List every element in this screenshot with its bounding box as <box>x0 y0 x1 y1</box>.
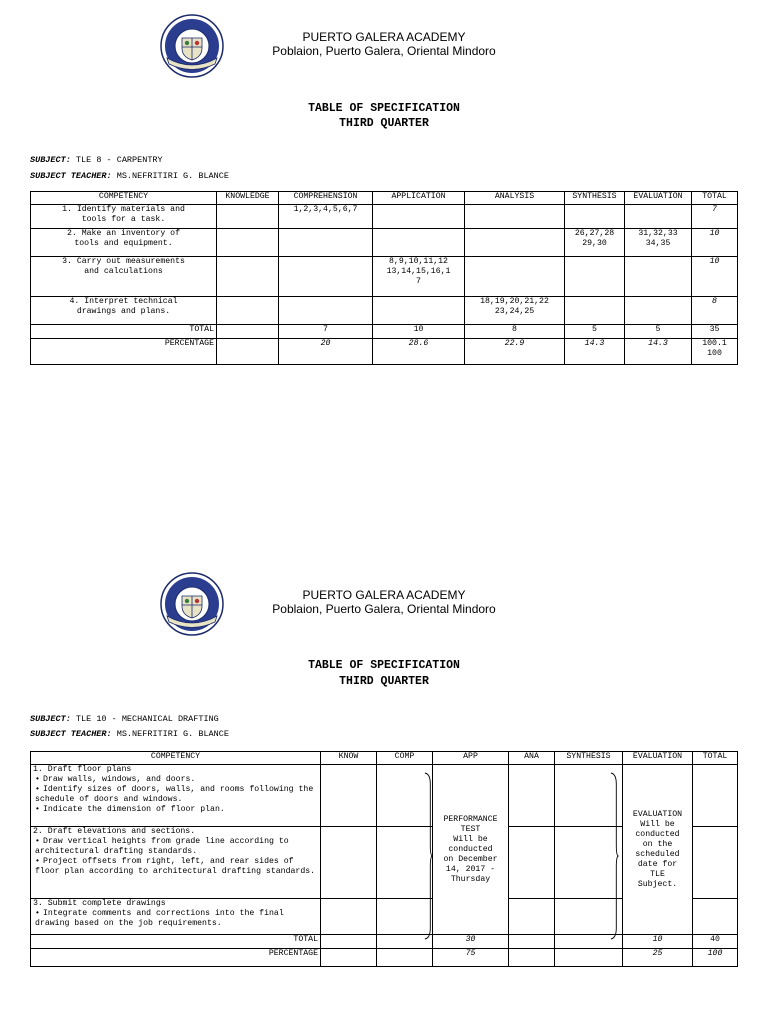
list-item <box>33 909 318 929</box>
bullet-icon: • <box>35 837 40 846</box>
school-address: Poblaion, Puerto Galera, Oriental Mindoro <box>272 44 496 58</box>
application-cell <box>373 297 465 325</box>
total-label: TOTAL <box>31 935 321 949</box>
comprehension-cell: 1,2,3,4,5,6,7 <box>279 205 373 229</box>
subject-label: SUBJECT: <box>30 714 71 724</box>
evaluation-cell <box>625 257 692 297</box>
application-cell <box>373 205 465 229</box>
header-app: APP <box>433 752 509 765</box>
header-synthesis: SYNTHESIS <box>565 192 625 205</box>
list-item-text: Indicate the dimension of floor plan. <box>43 805 225 814</box>
total-total-row-cell: 35 <box>692 325 738 339</box>
synthesis-cell <box>555 949 623 967</box>
analysis-cell <box>465 257 565 297</box>
competency-cell: 3. Carry out measurements and calculations <box>31 257 217 297</box>
comprehension-cell <box>279 229 373 257</box>
header-knowledge: KNOWLEDGE <box>217 192 279 205</box>
know-cell <box>321 899 377 935</box>
header-synthesis: SYNTHESIS <box>555 752 623 765</box>
doc-title: TABLE OF SPECIFICATION <box>308 102 460 115</box>
list-item-text: Draw vertical heights from grade line according to architectural drafting standards. <box>35 837 289 856</box>
total-row <box>31 935 738 949</box>
total-cell: 7 <box>692 205 738 229</box>
grand-total: 40 <box>693 935 738 949</box>
evaluation-total: 10 <box>623 935 693 949</box>
teacher-line <box>30 171 229 181</box>
total-percentage-row-cell: 100.1 100 <box>692 339 738 365</box>
competency-heading: 1. Draft floor plans <box>33 765 132 774</box>
evaluation-cell: 31,32,33 34,35 <box>625 229 692 257</box>
eval-note-cell: EVALUATION Will be conducted on the scheduled date for TLE Subject. <box>623 765 693 935</box>
list-item-text: Integrate comments and corrections into the final drawing based on the job requirements. <box>35 909 284 928</box>
know-cell <box>321 765 377 827</box>
evaluation-cell <box>625 297 692 325</box>
synthesis-cell <box>565 297 625 325</box>
competency-cell <box>31 899 321 935</box>
school-name: PUERTO GALERA ACADEMY <box>302 30 466 44</box>
ana-cell <box>509 949 555 967</box>
total-cell: 10 <box>692 257 738 297</box>
list-item-text: Identify sizes of doors, walls, and rooms following the schedule of doors and windows. <box>35 785 314 804</box>
right-brace-icon <box>424 772 433 940</box>
analysis-percentage-row-cell: 22.9 <box>465 339 565 365</box>
application-total-row-cell: 10 <box>373 325 465 339</box>
teacher-value: MS.NEFRITIRI G. BLANCE <box>116 729 229 739</box>
specification-table <box>30 191 738 365</box>
bullet-icon: • <box>35 785 40 794</box>
percentage-row-label: PERCENTAGE <box>31 339 217 365</box>
knowledge-total-row-cell <box>217 325 279 339</box>
subject-line <box>30 714 219 724</box>
subject-value: TLE 8 - CARPENTRY <box>75 155 163 165</box>
header-comp: COMP <box>377 752 433 765</box>
evaluation-percentage: 25 <box>623 949 693 967</box>
doc-subtitle: THIRD QUARTER <box>339 117 429 130</box>
evaluation-cell <box>625 205 692 229</box>
school-name: PUERTO GALERA ACADEMY <box>302 588 466 602</box>
synthesis-cell <box>565 205 625 229</box>
ana-cell <box>509 765 555 827</box>
competency-cell <box>31 827 321 899</box>
competency-heading: 3. Submit complete drawings <box>33 899 166 908</box>
ana-cell <box>509 899 555 935</box>
list-item-text: Project offsets from right, left, and rear sides of floor plan according to architectural drafting standards. <box>35 857 316 876</box>
comprehension-total-row-cell: 7 <box>279 325 373 339</box>
total-cell <box>693 899 738 935</box>
competency-cell <box>31 765 321 827</box>
specification-table <box>30 751 738 967</box>
total-row <box>31 325 738 339</box>
competency-cell: 2. Make an inventory of tools and equipment. <box>31 229 217 257</box>
table-row <box>31 297 738 325</box>
list-item <box>33 837 318 857</box>
header-ana: ANA <box>509 752 555 765</box>
subject-label: SUBJECT: <box>30 155 71 165</box>
total-percentage: 100 <box>693 949 738 967</box>
total-cell <box>693 765 738 827</box>
synthesis-total-row-cell: 5 <box>565 325 625 339</box>
percentage-row <box>31 339 738 365</box>
total-row-label: TOTAL <box>31 325 217 339</box>
table-row <box>31 229 738 257</box>
know-cell <box>321 935 377 949</box>
synthesis-cell <box>565 257 625 297</box>
subject-line <box>30 155 163 165</box>
bullet-icon: • <box>35 775 40 784</box>
header-total: TOTAL <box>693 752 738 765</box>
ana-cell <box>509 827 555 899</box>
doc-subtitle: THIRD QUARTER <box>339 675 429 688</box>
ana-cell <box>509 935 555 949</box>
table-row <box>31 257 738 297</box>
header-total: TOTAL <box>692 192 738 205</box>
comprehension-percentage-row-cell: 20 <box>279 339 373 365</box>
header-comprehension: COMPREHENSION <box>279 192 373 205</box>
teacher-value: MS.NEFRITIRI G. BLANCE <box>116 171 229 181</box>
bullet-icon: • <box>35 805 40 814</box>
subject-value: TLE 10 - MECHANICAL DRAFTING <box>75 714 219 724</box>
header-evaluation: EVALUATION <box>625 192 692 205</box>
analysis-cell: 18,19,20,21,22 23,24,25 <box>465 297 565 325</box>
header-evaluation: EVALUATION <box>623 752 693 765</box>
bullet-icon: • <box>35 857 40 866</box>
analysis-cell <box>465 229 565 257</box>
synthesis-cell: 26,27,28 29,30 <box>565 229 625 257</box>
total-cell <box>693 827 738 899</box>
evaluation-total-row-cell: 5 <box>625 325 692 339</box>
knowledge-cell <box>217 205 279 229</box>
evaluation-percentage-row-cell: 14.3 <box>625 339 692 365</box>
teacher-label: SUBJECT TEACHER: <box>30 729 112 739</box>
document-page-2 <box>0 520 768 1024</box>
list-item <box>33 785 318 805</box>
competency-heading: 2. Draft elevations and sections. <box>33 827 196 836</box>
knowledge-percentage-row-cell <box>217 339 279 365</box>
table-header-row <box>31 752 738 765</box>
application-cell <box>373 229 465 257</box>
app-percentage: 75 <box>433 949 509 967</box>
comp-cell <box>377 949 433 967</box>
right-brace-icon <box>610 772 619 940</box>
teacher-line <box>30 729 229 739</box>
knowledge-cell <box>217 297 279 325</box>
know-cell <box>321 827 377 899</box>
table-row <box>31 765 738 827</box>
analysis-cell <box>465 205 565 229</box>
synthesis-percentage-row-cell: 14.3 <box>565 339 625 365</box>
app-note-cell: PERFORMANCE TEST Will be conducted on December 14, 2017 - Thursday <box>433 765 509 935</box>
school-address: Poblaion, Puerto Galera, Oriental Mindoro <box>272 602 496 616</box>
knowledge-cell <box>217 257 279 297</box>
app-total: 30 <box>433 935 509 949</box>
header-competency: COMPETENCY <box>31 752 321 765</box>
application-cell: 8,9,10,11,12 13,14,15,16,1 7 <box>373 257 465 297</box>
percentage-label: PERCENTAGE <box>31 949 321 967</box>
table-row <box>31 205 738 229</box>
header-know: KNOW <box>321 752 377 765</box>
knowledge-cell <box>217 229 279 257</box>
teacher-label: SUBJECT TEACHER: <box>30 171 112 181</box>
application-percentage-row-cell: 28.6 <box>373 339 465 365</box>
competency-cell: 1. Identify materials and tools for a task. <box>31 205 217 229</box>
total-cell: 10 <box>692 229 738 257</box>
competency-cell: 4. Interpret technical drawings and plans. <box>31 297 217 325</box>
comprehension-cell <box>279 257 373 297</box>
list-item <box>33 775 318 785</box>
list-item <box>33 805 318 815</box>
header-competency: COMPETENCY <box>31 192 217 205</box>
analysis-total-row-cell: 8 <box>465 325 565 339</box>
header-analysis: ANALYSIS <box>465 192 565 205</box>
doc-title: TABLE OF SPECIFICATION <box>308 659 460 672</box>
know-cell <box>321 949 377 967</box>
percentage-row <box>31 949 738 967</box>
table-header-row <box>31 192 738 205</box>
list-item <box>33 857 318 877</box>
header-application: APPLICATION <box>373 192 465 205</box>
total-cell: 8 <box>692 297 738 325</box>
bullet-icon: • <box>35 909 40 918</box>
list-item-text: Draw walls, windows, and doors. <box>43 775 196 784</box>
comprehension-cell <box>279 297 373 325</box>
